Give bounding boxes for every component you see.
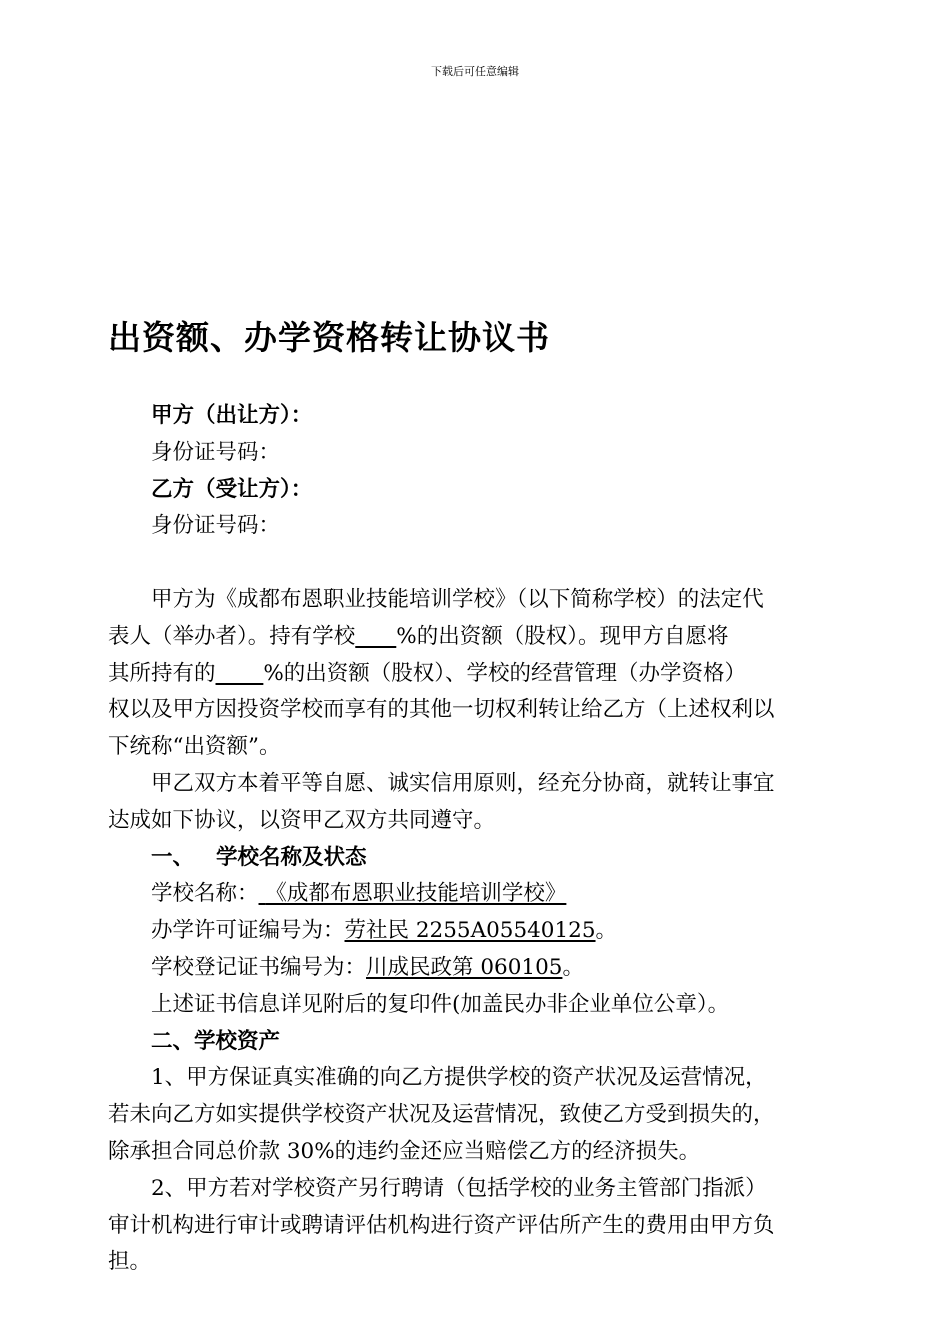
preamble-line (108, 619, 808, 656)
section-1-heading (108, 840, 808, 877)
document-body (108, 398, 808, 1281)
school-name-label: 学校名称： (151, 881, 259, 907)
license-label: 办学许可证编号为： (151, 918, 345, 944)
license-line (108, 913, 808, 950)
share-percent-blank (355, 624, 396, 649)
preamble-line: 下统称“出资额”。 (108, 734, 281, 760)
party-a-label: 甲方（出让方）： (151, 403, 313, 428)
preamble-text: 其所持有的 (108, 660, 216, 686)
registration-label: 学校登记证书编号为： (151, 954, 367, 980)
section-2-heading: 二、学校资产 (151, 1028, 281, 1054)
header-note: 下载后可任意编辑 (431, 65, 519, 78)
clause-line: 审计机构进行审计或聘请评估机构进行资产评估所产生的费用由甲方负 (108, 1212, 775, 1238)
school-name-line (108, 876, 808, 913)
license-value: 劳社民 2255A05540125 (344, 918, 596, 944)
preamble-text: %的出资额（股权）。现甲方自愿将 (396, 623, 729, 649)
registration-value: 川成民政第 060105 (366, 954, 563, 980)
clause-line: 除承担合同总价款 30%的违约金还应当赔偿乙方的经济损失。 (108, 1138, 701, 1164)
registration-line (108, 950, 808, 987)
certificate-note: 上述证书信息详见附后的复印件(加盖民办非企业单位公章）。 (151, 991, 730, 1017)
preamble-text: 表人（举办者）。持有学校 (108, 623, 356, 649)
preamble-line: 甲方为《成都布恩职业技能培训学校》（以下简称学校）的法定代 (151, 586, 764, 612)
document-title: 出资额、办学资格转让协议书 (108, 318, 550, 357)
party-b-id-label: 身份证号码： (151, 513, 281, 539)
preamble-text: %的出资额（股权）、学校的经营管理（办学资格） (263, 660, 747, 686)
section-1-title: 学校名称及状态 (216, 844, 367, 870)
license-end: 。 (595, 918, 618, 944)
preamble-line: 权以及甲方因投资学校而享有的其他一切权利转让给乙方（上述权利以 (108, 697, 775, 723)
clause-line: 若未向乙方如实提供学校资产状况及运营情况，致使乙方受到损失的， (108, 1102, 775, 1128)
clause-line: 1、甲方保证真实准确的向乙方提供学校的资产状况及运营情况， (151, 1065, 767, 1091)
school-name-value: 《成都布恩职业技能培训学校》 (265, 881, 567, 907)
transfer-percent-blank (216, 661, 264, 686)
section-1-number: 一、 (151, 844, 195, 870)
spacer (108, 545, 808, 582)
preamble-line: 达成如下协议，以资甲乙双方共同遵守。 (108, 807, 496, 833)
preamble-line: 甲乙双方本着平等自愿、诚实信用原则，经充分协商，就转让事宜 (151, 770, 775, 796)
clause-line: 2、甲方若对学校资产另行聘请（包括学校的业务主管部门指派） (151, 1175, 767, 1201)
registration-end: 。 (562, 954, 584, 980)
preamble-line (108, 656, 808, 693)
party-b-label: 乙方（受让方）： (151, 476, 313, 502)
clause-line: 担。 (108, 1249, 152, 1275)
party-a-id-label: 身份证号码： (151, 439, 281, 465)
